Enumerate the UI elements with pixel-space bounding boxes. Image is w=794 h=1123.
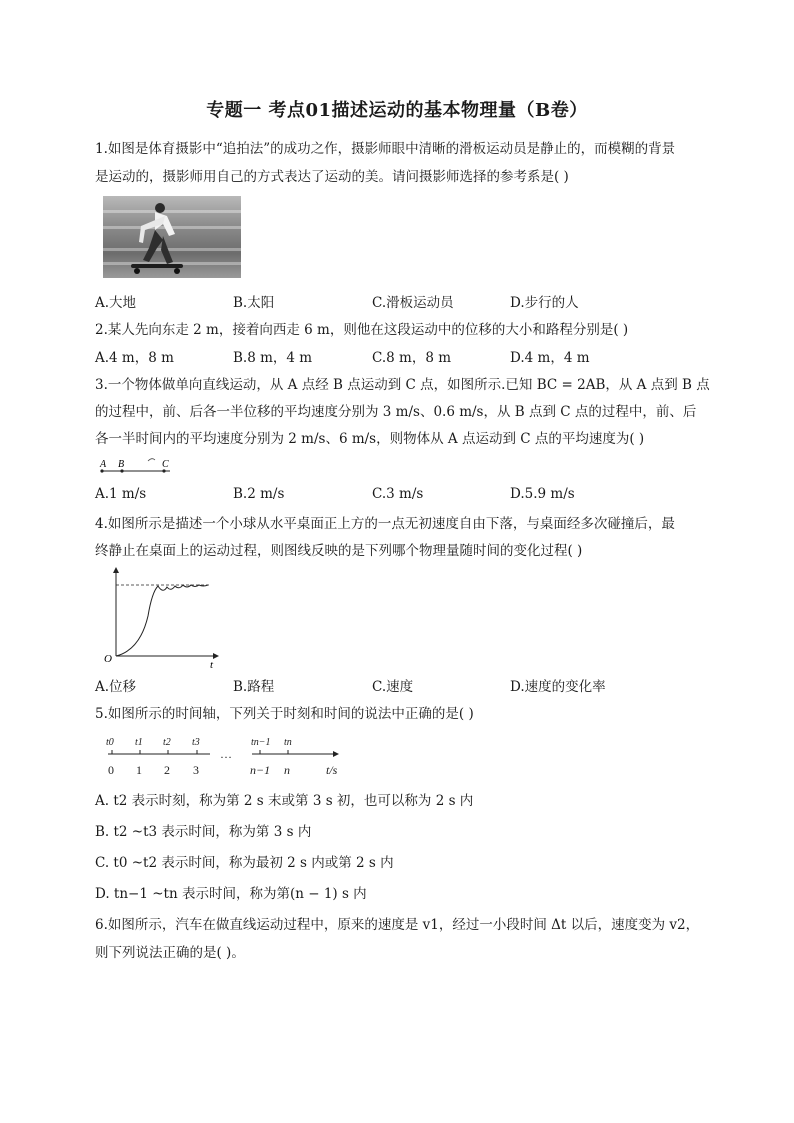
skater-figure: [103, 196, 241, 278]
tick-bottom-1: 1: [136, 763, 142, 777]
q1-text-line2: 是运动的，摄影师用自己的方式表达了运动的美。请问摄影师选择的参考系是( ): [95, 169, 569, 185]
q5-option-c: C. t0 ~t2 表示时间，称为最初 2 s 内或第 2 s 内: [95, 855, 394, 871]
q4-graph: [100, 562, 225, 670]
q2-option-b: B.8 m，4 m: [233, 350, 313, 366]
q4-option-c: C.速度: [372, 679, 414, 695]
q5-option-d: D. tn−1 ~tn 表示时间，称为第(n − 1) s 内: [95, 886, 367, 902]
t-axis-label: t: [210, 659, 214, 670]
q2-option-c: C.8 m，8 m: [372, 350, 452, 366]
origin-label: O: [104, 653, 112, 665]
q4-option-b: B.路程: [233, 679, 275, 695]
skateboarder-photo: [103, 196, 241, 278]
q3-text-line3: 各一半时间内的平均速度分别为 2 m/s、6 m/s，则物体从 A 点运动到 C 点的平均速度为( ): [95, 431, 645, 447]
q4-text-line1: 4.如图所示是描述一个小球从水平桌面正上方的一点无初速度自由下落，与桌面经多次碰撞后，最: [95, 516, 675, 532]
q5-option-a: A. t2 表示时刻，称为第 2 s 末或第 3 s 初，也可以称为 2 s 内: [95, 793, 474, 809]
q1-option-c: C.滑板运动员: [372, 295, 454, 311]
timeline-ellipsis: …: [220, 747, 232, 761]
q2-text: 2.某人先向东走 2 m，接着向西走 6 m，则他在这段运动中的位移的大小和路程分别是( ): [95, 322, 629, 338]
q2-option-d: D.4 m，4 m: [510, 350, 590, 366]
q3-option-d: D.5.9 m/s: [510, 486, 575, 502]
q3-text-line1: 3.一个物体做单向直线运动，从 A 点经 B 点运动到 C 点，如图所示.已知 BC = 2AB，从 A 点到 B 点: [95, 377, 710, 393]
q1-option-b: B.太阳: [233, 295, 275, 311]
q4-option-d: D.速度的变化率: [510, 679, 606, 695]
tick-bottom-n: n: [284, 763, 290, 777]
q5-timeline: [100, 732, 350, 780]
q6-text-line2: 则下列说法正确的是( )。: [95, 945, 245, 961]
label-b: B: [118, 459, 125, 470]
tick-bottom-3: 3: [193, 763, 199, 777]
tick-top-n: tn: [284, 737, 292, 748]
q3-option-a: A.1 m/s: [95, 486, 147, 502]
label-c: C: [162, 459, 169, 470]
q1-text-line1: 1.如图是体育摄影中“追拍法”的成功之作，摄影师眼中清晰的滑板运动员是静止的，而模糊的背景: [95, 141, 676, 157]
tick-bottom-2: 2: [164, 763, 170, 777]
tick-top-3: t3: [192, 737, 200, 748]
q2-option-a: A.4 m，8 m: [95, 350, 174, 366]
q6-text-line1: 6.如图所示，汽车在做直线运动过程中，原来的速度是 v1，经过一小段时间 Δt 以后，速度变为 v2，: [95, 917, 700, 933]
tick-top-n-1: tn−1: [251, 737, 271, 748]
q4-text-line2: 终静止在桌面上的运动过程，则图线反映的是下列哪个物理量随时间的变化过程( ): [95, 543, 583, 559]
tick-bottom-n-1: n−1: [250, 763, 271, 777]
tick-top-1: t1: [135, 737, 143, 748]
tick-top-2: t2: [163, 737, 171, 748]
tick-bottom-0: 0: [108, 763, 114, 777]
q4-option-a: A.位移: [95, 679, 137, 695]
q1-option-d: D.步行的人: [510, 295, 579, 311]
q3-option-b: B.2 m/s: [233, 486, 285, 502]
page-title: 专题一 考点01描述运动的基本物理量（B卷）: [206, 100, 588, 121]
q3-text-line2: 的过程中，前、后各一半位移的平均速度分别为 3 m/s、0.6 m/s，从 B 点到 C 点的过程中，前、后: [95, 404, 697, 420]
axis-unit-label: t/s: [326, 763, 338, 777]
tick-top-0: t0: [106, 737, 114, 748]
label-a: A: [100, 459, 107, 470]
graph-curve: [116, 585, 208, 656]
q1-option-a: A.大地: [95, 295, 137, 311]
q3-abc-diagram: [98, 455, 188, 481]
q3-option-c: C.3 m/s: [372, 486, 424, 502]
q5-text: 5.如图所示的时间轴，下列关于时刻和时间的说法中正确的是( ): [95, 706, 474, 722]
q5-option-b: B. t2 ~t3 表示时间，称为第 3 s 内: [95, 824, 312, 840]
